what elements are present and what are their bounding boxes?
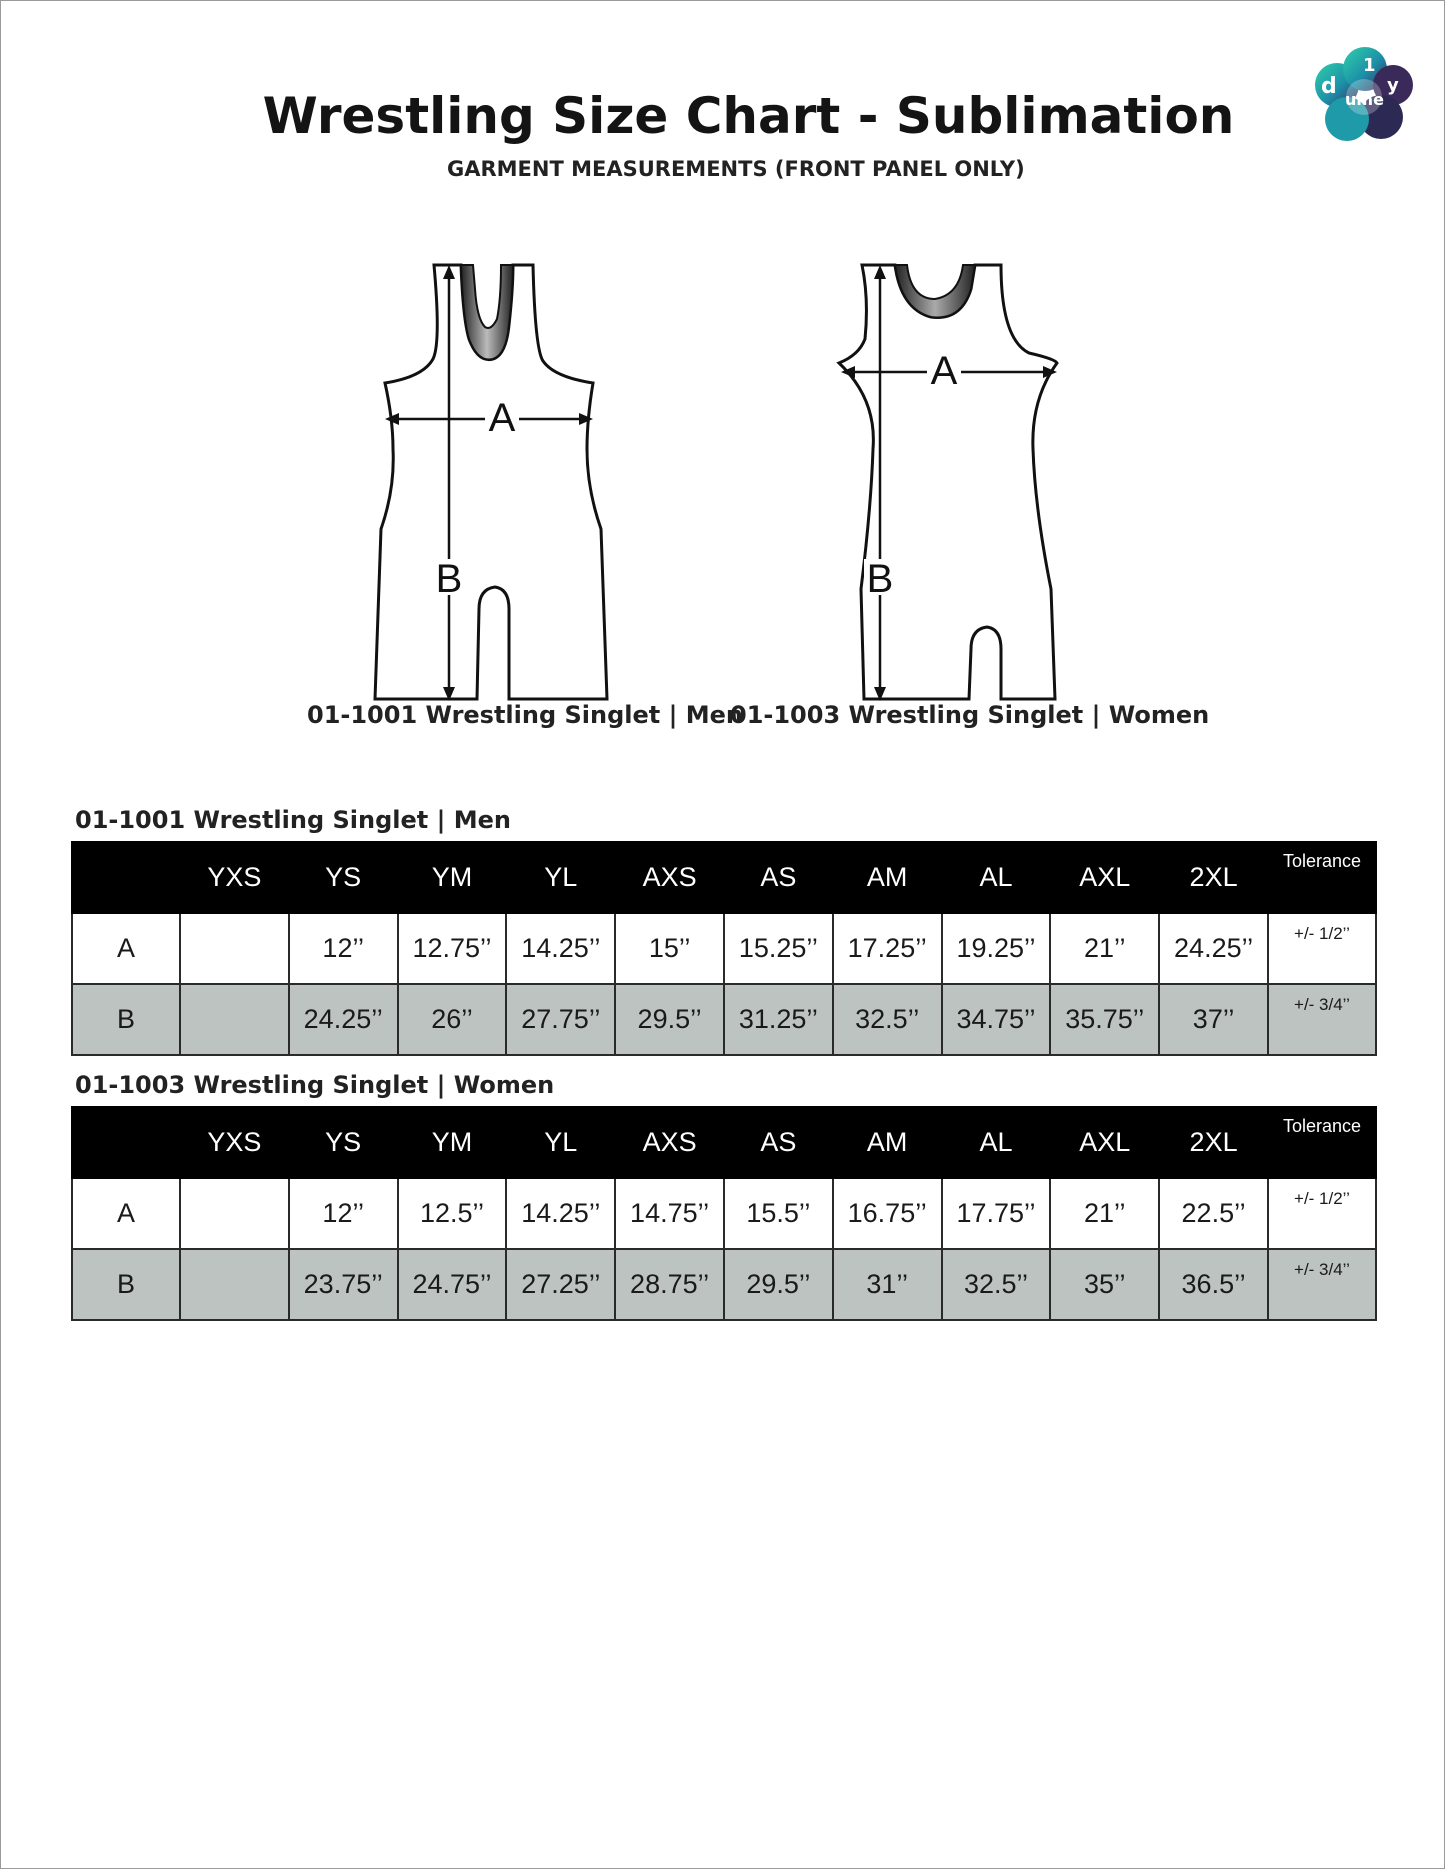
svg-text:d: d (1321, 74, 1337, 99)
column-header (72, 842, 180, 913)
table-cell: 17.75’’ (942, 1178, 1051, 1249)
table-cell (180, 984, 289, 1055)
column-header: AXS (615, 842, 724, 913)
table-cell: 12.5’’ (398, 1178, 507, 1249)
table-cell: 23.75’’ (289, 1249, 398, 1320)
table-cell: 24.75’’ (398, 1249, 507, 1320)
table-cell: 16.75’’ (833, 1178, 942, 1249)
table-header-row (72, 1107, 1376, 1178)
table-cell: 12’’ (289, 913, 398, 984)
table-cell: 17.25’’ (833, 913, 942, 984)
table-cell: 24.25’’ (1159, 913, 1268, 984)
column-header (72, 1107, 180, 1178)
column-header: AS (724, 1107, 833, 1178)
table-cell: 14.25’’ (506, 1178, 615, 1249)
column-header: YXS (180, 1107, 289, 1178)
women-table-title: 01-1003 Wrestling Singlet | Women (75, 1071, 555, 1099)
table-cell: 21’’ (1050, 1178, 1159, 1249)
table-cell: 26’’ (398, 984, 507, 1055)
women-singlet-diagram (811, 259, 1071, 703)
women-diagram-caption: 01-1003 Wrestling Singlet | Women (730, 701, 1210, 729)
table-cell: 36.5’’ (1159, 1249, 1268, 1320)
column-header: YS (289, 1107, 398, 1178)
column-header: AM (833, 842, 942, 913)
column-header: AL (942, 842, 1051, 913)
row-label: A (72, 913, 180, 984)
table-cell: 12’’ (289, 1178, 398, 1249)
men-size-table (71, 841, 1377, 1056)
table-cell: 37’’ (1159, 984, 1268, 1055)
table-cell: 31’’ (833, 1249, 942, 1320)
men-label-b: B (435, 557, 463, 601)
women-label-b: B (866, 557, 894, 601)
table-row (72, 1249, 1376, 1320)
table-cell: 28.75’’ (615, 1249, 724, 1320)
table-cell: 14.25’’ (506, 913, 615, 984)
table-cell: 27.75’’ (506, 984, 615, 1055)
column-header: AXL (1050, 842, 1159, 913)
table-cell: 15’’ (615, 913, 724, 984)
column-header-tolerance: Tolerance (1268, 1107, 1376, 1178)
row-label: A (72, 1178, 180, 1249)
table-cell: 27.25’’ (506, 1249, 615, 1320)
column-header-tolerance: Tolerance (1268, 842, 1376, 913)
svg-text:ume: ume (1345, 90, 1384, 109)
table-cell: 35.75’’ (1050, 984, 1159, 1055)
table-cell: 31.25’’ (724, 984, 833, 1055)
tolerance-cell: +/- 1/2’’ (1268, 913, 1376, 984)
table-cell: 22.5’’ (1159, 1178, 1268, 1249)
table-cell: 29.5’’ (724, 1249, 833, 1320)
tolerance-cell: +/- 1/2’’ (1268, 1178, 1376, 1249)
table-cell: 12.75’’ (398, 913, 507, 984)
column-header: YL (506, 842, 615, 913)
tolerance-cell: +/- 3/4’’ (1268, 1249, 1376, 1320)
table-cell (180, 1249, 289, 1320)
column-header: YM (398, 1107, 507, 1178)
table-cell: 15.25’’ (724, 913, 833, 984)
table-row (72, 1178, 1376, 1249)
table-cell: 29.5’’ (615, 984, 724, 1055)
table-cell (180, 1178, 289, 1249)
page-title: Wrestling Size Chart - Sublimation (262, 87, 1235, 145)
column-header: YL (506, 1107, 615, 1178)
table-row (72, 984, 1376, 1055)
column-header: AXS (615, 1107, 724, 1178)
column-header: YM (398, 842, 507, 913)
column-header: 2XL (1159, 1107, 1268, 1178)
tolerance-cell: +/- 3/4’’ (1268, 984, 1376, 1055)
table-cell: 15.5’’ (724, 1178, 833, 1249)
column-header: AXL (1050, 1107, 1159, 1178)
men-diagram-caption: 01-1001 Wrestling Singlet | Men (307, 701, 743, 729)
column-header: YXS (180, 842, 289, 913)
table-cell: 21’’ (1050, 913, 1159, 984)
column-header: YS (289, 842, 398, 913)
column-header: 2XL (1159, 842, 1268, 913)
row-label: B (72, 984, 180, 1055)
table-cell: 19.25’’ (942, 913, 1051, 984)
column-header: AM (833, 1107, 942, 1178)
women-size-table (71, 1106, 1377, 1321)
table-row (72, 913, 1376, 984)
row-label: B (72, 1249, 180, 1320)
svg-text:y: y (1387, 75, 1399, 96)
table-cell: 24.25’’ (289, 984, 398, 1055)
men-label-a: A (488, 396, 516, 440)
svg-text:1: 1 (1363, 55, 1376, 76)
men-singlet-diagram (361, 259, 621, 703)
men-table-title: 01-1001 Wrestling Singlet | Men (75, 806, 511, 834)
table-cell: 35’’ (1050, 1249, 1159, 1320)
table-cell: 14.75’’ (615, 1178, 724, 1249)
table-cell: 32.5’’ (942, 1249, 1051, 1320)
table-cell: 32.5’’ (833, 984, 942, 1055)
page-subtitle: GARMENT MEASUREMENTS (FRONT PANEL ONLY) (447, 157, 1025, 181)
column-header: AS (724, 842, 833, 913)
table-header-row (72, 842, 1376, 913)
table-cell: 34.75’’ (942, 984, 1051, 1055)
women-label-a: A (930, 349, 958, 393)
column-header: AL (942, 1107, 1051, 1178)
table-cell (180, 913, 289, 984)
